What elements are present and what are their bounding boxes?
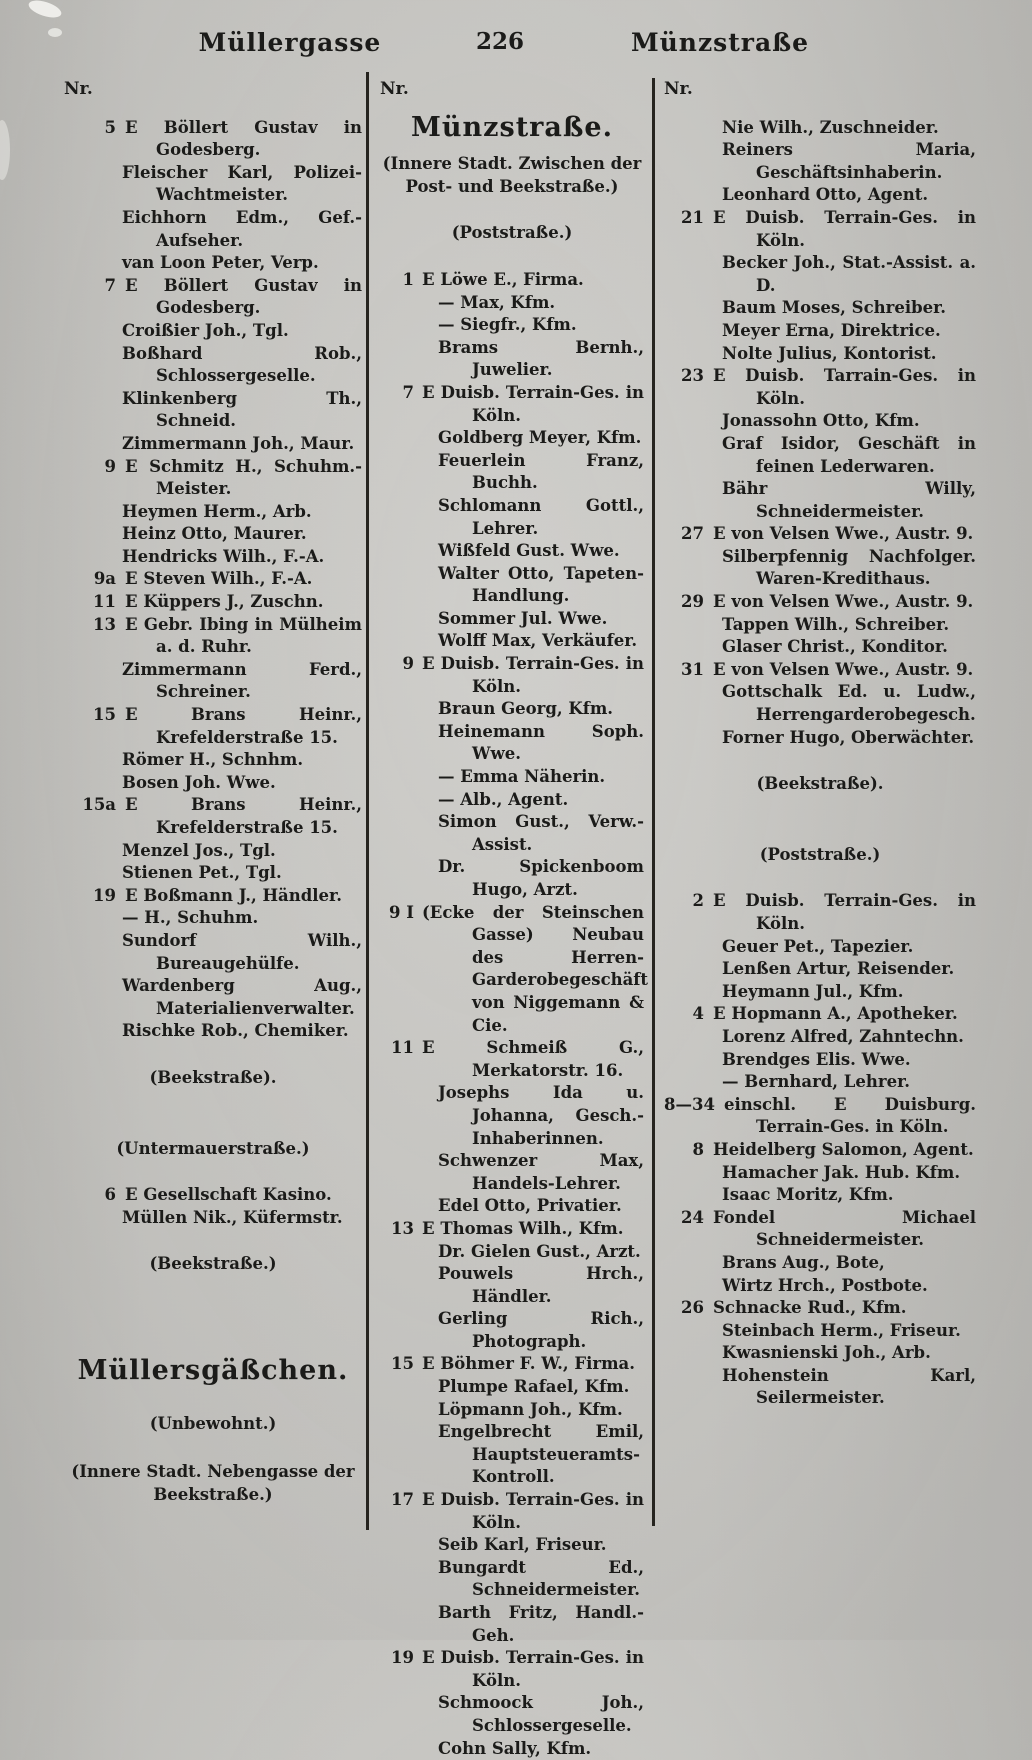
resident-entry: Brams Bernh., Juwelier. [438, 337, 644, 380]
column-muenzstrasse-start [380, 78, 649, 1760]
resident-entry: Goldberg Meyer, Kfm. [438, 428, 642, 448]
entry-text: E Boßmann J., Händler. [125, 885, 342, 905]
resident-entry: Wißfeld Gust. Wwe. [438, 541, 620, 561]
entry-text: E Steven Wilh., F.-A. [125, 569, 313, 589]
resident-entry: Lenßen Artur, Reisender. [722, 959, 955, 979]
entry-text: E von Velsen Wwe., Austr. 9. [713, 524, 974, 544]
entry-text: Schnacke Rud., Kfm. [713, 1298, 907, 1318]
resident-entry: Nolte Julius, Kontorist. [722, 343, 937, 363]
resident-entry: Gerling Rich., Photograph. [438, 1309, 644, 1351]
resident-entry: Heinemann Soph. Wwe. [438, 721, 644, 764]
entry-text: E Brans Heinr., Krefelderstraße 15. [125, 795, 362, 837]
resident-entry: — Bernhard, Lehrer. [722, 1072, 910, 1092]
house-number: 6 [104, 1185, 116, 1205]
column-muenzstrasse-continued [664, 78, 976, 1410]
resident-entry: Bungardt Ed., Schneidermeister. [438, 1557, 644, 1600]
resident-entry: Plumpe Rafael, Kfm. [438, 1377, 630, 1397]
cross-street-note: (Beekstraße.) [149, 1254, 277, 1274]
entry-text: einschl. E Duisburg. Terrain-Ges. in Köln. [723, 1094, 976, 1137]
directory-entry [380, 1489, 644, 1534]
resident-entry: Boßhard Rob., Schlossergeselle. [122, 343, 362, 386]
resident-entry: Lorenz Alfred, Zahntechn. [722, 1026, 964, 1046]
house-number: 21 [681, 207, 704, 227]
running-header [0, 28, 1032, 68]
resident-entry: Isaac Moritz, Kfm. [722, 1185, 894, 1205]
entry-text: Fondel Michael Schneidermeister. [713, 1207, 976, 1250]
directory-entry [380, 1218, 644, 1241]
entry-text: E Duisb. Terrain-Ges. in Köln. [713, 207, 976, 250]
resident-entry: Brendges Elis. Wwe. [722, 1049, 911, 1069]
resident-entry: Heymen Herm., Arb. [122, 501, 312, 521]
resident-entry: Gottschalk Ed. u. Ludw., Herrengarderobegesch. [722, 682, 976, 725]
resident-entry: Schlomann Gottl., Lehrer. [438, 495, 644, 538]
house-number: 19 [391, 1648, 414, 1668]
resident-entry: Rischke Rob., Chemiker. [122, 1021, 349, 1041]
directory-entry [380, 1353, 644, 1376]
house-number: 19 [93, 885, 116, 905]
resident-entry: Dr. Spickenboom Hugo, Arzt. [438, 857, 644, 899]
resident-entry: Wolff Max, Verkäufer. [438, 631, 638, 651]
house-number: 9 [402, 654, 414, 674]
resident-entry: Croißier Joh., Tgl. [122, 320, 289, 340]
resident-entry: Wirtz Hrch., Postbote. [722, 1275, 928, 1295]
resident-entry: Hohenstein Karl, Seilermeister. [722, 1365, 976, 1408]
directory-entry [664, 1139, 976, 1162]
resident-entry: Schmoock Joh., Schlossergeselle. [438, 1693, 644, 1735]
resident-entry: Silberpfennig Nachfolger. Waren-Kredithaus. [722, 546, 976, 589]
house-number: 15 [391, 1354, 414, 1374]
column-divider-right [652, 78, 655, 1526]
house-number: 8—34 [664, 1094, 715, 1114]
house-number: 15 [93, 705, 116, 725]
directory-entry [380, 269, 644, 292]
house-number: 1 [402, 269, 414, 289]
resident-entry: Löpmann Joh., Kfm. [438, 1399, 623, 1419]
entry-text: E Böllert Gustav in Godesberg. [125, 117, 362, 160]
resident-entry: Heymann Jul., Kfm. [722, 981, 904, 1001]
directory-entry [380, 653, 644, 698]
resident-entry: Walter Otto, Tapeten-Handlung. [438, 563, 644, 606]
resident-entry: Cohn Sally, Kfm. [438, 1738, 592, 1758]
directory-entry [664, 207, 976, 252]
resident-entry: Hendricks Wilh., F.-A. [122, 546, 325, 566]
resident-entry: Zimmermann Joh., Maur. [122, 433, 355, 453]
resident-entry: Glaser Christ., Konditor. [722, 637, 948, 657]
house-number: 26 [681, 1298, 704, 1318]
resident-entry: Brans Aug., Bote, [722, 1252, 885, 1272]
resident-entry: Zimmermann Ferd., Schreiner. [122, 659, 362, 702]
resident-entry: Pouwels Hrch., Händler. [438, 1264, 644, 1306]
resident-entry: — H., Schuhm. [122, 908, 259, 928]
resident-entry: Hamacher Jak. Hub. Kfm. [722, 1162, 961, 1182]
house-number: 7 [402, 382, 414, 402]
entry-text: E Duisb. Terrain-Ges. in Köln. [422, 654, 644, 696]
entry-text: E Böllert Gustav in Godesberg. [125, 275, 362, 318]
column-divider-left [366, 72, 369, 1530]
resident-entry: Kwasnienski Joh., Arb. [722, 1343, 931, 1363]
nr-column-label: Nr. [64, 79, 93, 99]
resident-entry: Klinkenberg Th., Schneid. [122, 388, 362, 431]
resident-entry: Edel Otto, Privatier. [438, 1196, 622, 1216]
resident-entry: Wardenberg Aug., Materialienverwalter. [122, 976, 362, 1018]
resident-entry: Baum Moses, Schreiber. [722, 298, 947, 318]
house-number: 7 [104, 275, 116, 295]
resident-entry: Forner Hugo, Oberwächter. [722, 727, 975, 747]
resident-entry: Dr. Gielen Gust., Arzt. [438, 1241, 641, 1261]
resident-entry: Seib Karl, Friseur. [438, 1535, 607, 1555]
resident-entry: — Alb., Agent. [438, 789, 569, 809]
entry-text: E Küppers J., Zuschn. [125, 592, 324, 612]
cross-street-note: (Beekstraße). [149, 1067, 277, 1087]
cross-street-note: (Poststraße.) [759, 844, 881, 864]
entry-text: E Schmitz H., Schuhm.-Meister. [125, 456, 362, 499]
resident-entry: Jonassohn Otto, Kfm. [722, 411, 920, 431]
house-number: 13 [93, 614, 116, 634]
directory-entry [664, 523, 976, 546]
cross-street-note: (Poststraße.) [451, 223, 573, 243]
directory-entry [380, 1647, 644, 1692]
resident-entry: — Max, Kfm. [438, 292, 556, 312]
resident-entry: Braun Georg, Kfm. [438, 699, 614, 719]
entry-text: E Duisb. Tarrain-Ges. in Köln. [713, 366, 976, 408]
directory-entry [64, 704, 362, 749]
running-head-left-street: Müllergasse [198, 28, 382, 57]
resident-entry: Stienen Pet., Tgl. [122, 863, 282, 883]
cross-street-note: (Innere Stadt. Zwischen der Post- und Beekstraße.) [382, 154, 642, 196]
resident-entry: Leonhard Otto, Agent. [722, 185, 929, 205]
house-number: 9 I [389, 902, 414, 922]
directory-entry [64, 614, 362, 659]
directory-entry [64, 456, 362, 501]
paper-flaw [27, 0, 64, 21]
house-number: 31 [681, 659, 704, 679]
house-number: 5 [104, 117, 116, 137]
paper-flaw [0, 120, 10, 180]
resident-entry: Müllen Nik., Küfermstr. [122, 1207, 343, 1227]
cross-street-note: (Beekstraße). [756, 774, 884, 794]
resident-entry: Nie Wilh., Zuschneider. [722, 117, 939, 137]
entry-text: E von Velsen Wwe., Austr. 9. [713, 659, 974, 679]
resident-entry: Eichhorn Edm., Gef.-Aufseher. [122, 207, 362, 250]
directory-entry [380, 902, 649, 1038]
entry-text: E Thomas Wilh., Kfm. [422, 1218, 624, 1238]
resident-entry: Sundorf Wilh., Bureaugehülfe. [122, 930, 362, 973]
house-number: 13 [391, 1218, 414, 1238]
resident-entry: — Siegfr., Kfm. [438, 315, 577, 335]
directory-entry [664, 1003, 976, 1026]
resident-entry: Simon Gust., Verw.-Assist. [438, 812, 644, 854]
resident-entry: Feuerlein Franz, Buchh. [438, 450, 644, 493]
resident-entry: Tappen Wilh., Schreiber. [722, 614, 950, 634]
house-number: 17 [391, 1490, 414, 1510]
directory-entry [380, 382, 644, 427]
resident-entry: Reiners Maria, Geschäftsinhaberin. [722, 140, 976, 182]
house-number: 29 [681, 592, 704, 612]
directory-entry [664, 591, 976, 614]
entry-text: E Gebr. Ibing in Mülheim a. d. Ruhr. [125, 614, 362, 657]
directory-entry [64, 885, 362, 908]
directory-entry [664, 659, 976, 682]
running-head-right-street: Münzstraße [630, 28, 810, 57]
house-number: 23 [681, 366, 704, 386]
entry-text: (Ecke der Steinschen Gasse) Neubau des Herren-Garderobegeschäft von Niggemann & Cie. [422, 902, 649, 1035]
resident-entry: Bosen Joh. Wwe. [122, 772, 276, 792]
resident-entry: Steinbach Herm., Friseur. [722, 1320, 961, 1340]
street-heading: Müllersgäßchen. [77, 1354, 349, 1386]
resident-entry: Heinz Otto, Maurer. [122, 524, 307, 544]
directory-entry [64, 568, 362, 591]
house-number: 15a [82, 795, 116, 815]
entry-text: E Duisb. Terrain-Ges. in Köln. [422, 1490, 644, 1532]
directory-entry [380, 1037, 644, 1082]
cross-street-note: (Unbewohnt.) [149, 1413, 277, 1433]
resident-entry: — Emma Näherin. [438, 767, 606, 787]
resident-entry: Römer H., Schnhm. [122, 750, 304, 770]
house-number: 9 [104, 456, 116, 476]
resident-entry: Sommer Jul. Wwe. [438, 608, 608, 628]
entry-text: E Duisb. Terrain-Ges. in Köln. [713, 891, 976, 933]
nr-column-label: Nr. [380, 79, 409, 99]
house-number: 24 [681, 1207, 704, 1227]
directory-entry [664, 365, 976, 410]
entry-text: Heidelberg Salomon, Agent. [713, 1139, 974, 1159]
resident-entry: Engelbrecht Emil, Hauptsteueramts-Kontroll. [438, 1422, 644, 1487]
house-number: 11 [93, 592, 116, 612]
resident-entry: Meyer Erna, Direktrice. [722, 320, 941, 340]
column-muellergasse [64, 78, 362, 1506]
page-number: 226 [475, 28, 524, 55]
directory-entry [664, 1297, 976, 1320]
directory-entry [64, 275, 362, 320]
resident-entry: Fleischer Karl, Polizei-Wachtmeister. [122, 162, 362, 205]
entry-text: E von Velsen Wwe., Austr. 9. [713, 592, 974, 612]
resident-entry: van Loon Peter, Verp. [122, 253, 319, 273]
entry-text: E Hopmann A., Apotheker. [713, 1004, 958, 1024]
directory-entry [664, 1207, 976, 1252]
house-number: 4 [692, 1004, 704, 1024]
resident-entry: Bähr Willy, Schneidermeister. [722, 479, 976, 521]
directory-entry [64, 1184, 362, 1207]
entry-text: E Gesellschaft Kasino. [125, 1185, 332, 1205]
entry-text: E Duisb. Terrain-Ges. in Köln. [422, 382, 644, 425]
resident-entry: Barth Fritz, Handl.-Geh. [438, 1603, 644, 1645]
street-heading: Münzstraße. [411, 111, 613, 143]
directory-entry [64, 591, 362, 614]
resident-entry: Becker Joh., Stat.-Assist. a. D. [722, 253, 976, 295]
house-number: 11 [391, 1038, 414, 1058]
entry-text: E Löwe E., Firma. [422, 269, 584, 289]
resident-entry: Schwenzer Max, Handels-Lehrer. [438, 1151, 644, 1193]
entry-text: E Böhmer F. W., Firma. [422, 1354, 635, 1374]
cross-street-note: (Innere Stadt. Nebengasse der Beekstraße.) [71, 1462, 355, 1504]
directory-entry [664, 1094, 976, 1139]
entry-text: E Brans Heinr., Krefelderstraße 15. [125, 705, 362, 747]
house-number: 2 [692, 891, 704, 911]
resident-entry: Menzel Jos., Tgl. [122, 840, 276, 860]
house-number: 27 [681, 524, 704, 544]
house-number: 9a [93, 569, 116, 589]
resident-entry: Graf Isidor, Geschäft in feinen Lederwaren. [722, 433, 976, 476]
resident-entry: Geuer Pet., Tapezier. [722, 936, 914, 956]
house-number: 8 [692, 1139, 704, 1159]
directory-entry [64, 794, 362, 839]
cross-street-note: (Untermauerstraße.) [116, 1138, 310, 1158]
nr-column-label: Nr. [664, 79, 693, 99]
entry-text: E Schmeiß G., Merkatorstr. 16. [422, 1038, 644, 1080]
directory-entry [64, 117, 362, 162]
entry-text: E Duisb. Terrain-Ges. in Köln. [422, 1648, 644, 1690]
directory-entry [664, 890, 976, 935]
resident-entry: Josephs Ida u. Johanna, Gesch.-Inhaberinnen. [438, 1083, 644, 1148]
